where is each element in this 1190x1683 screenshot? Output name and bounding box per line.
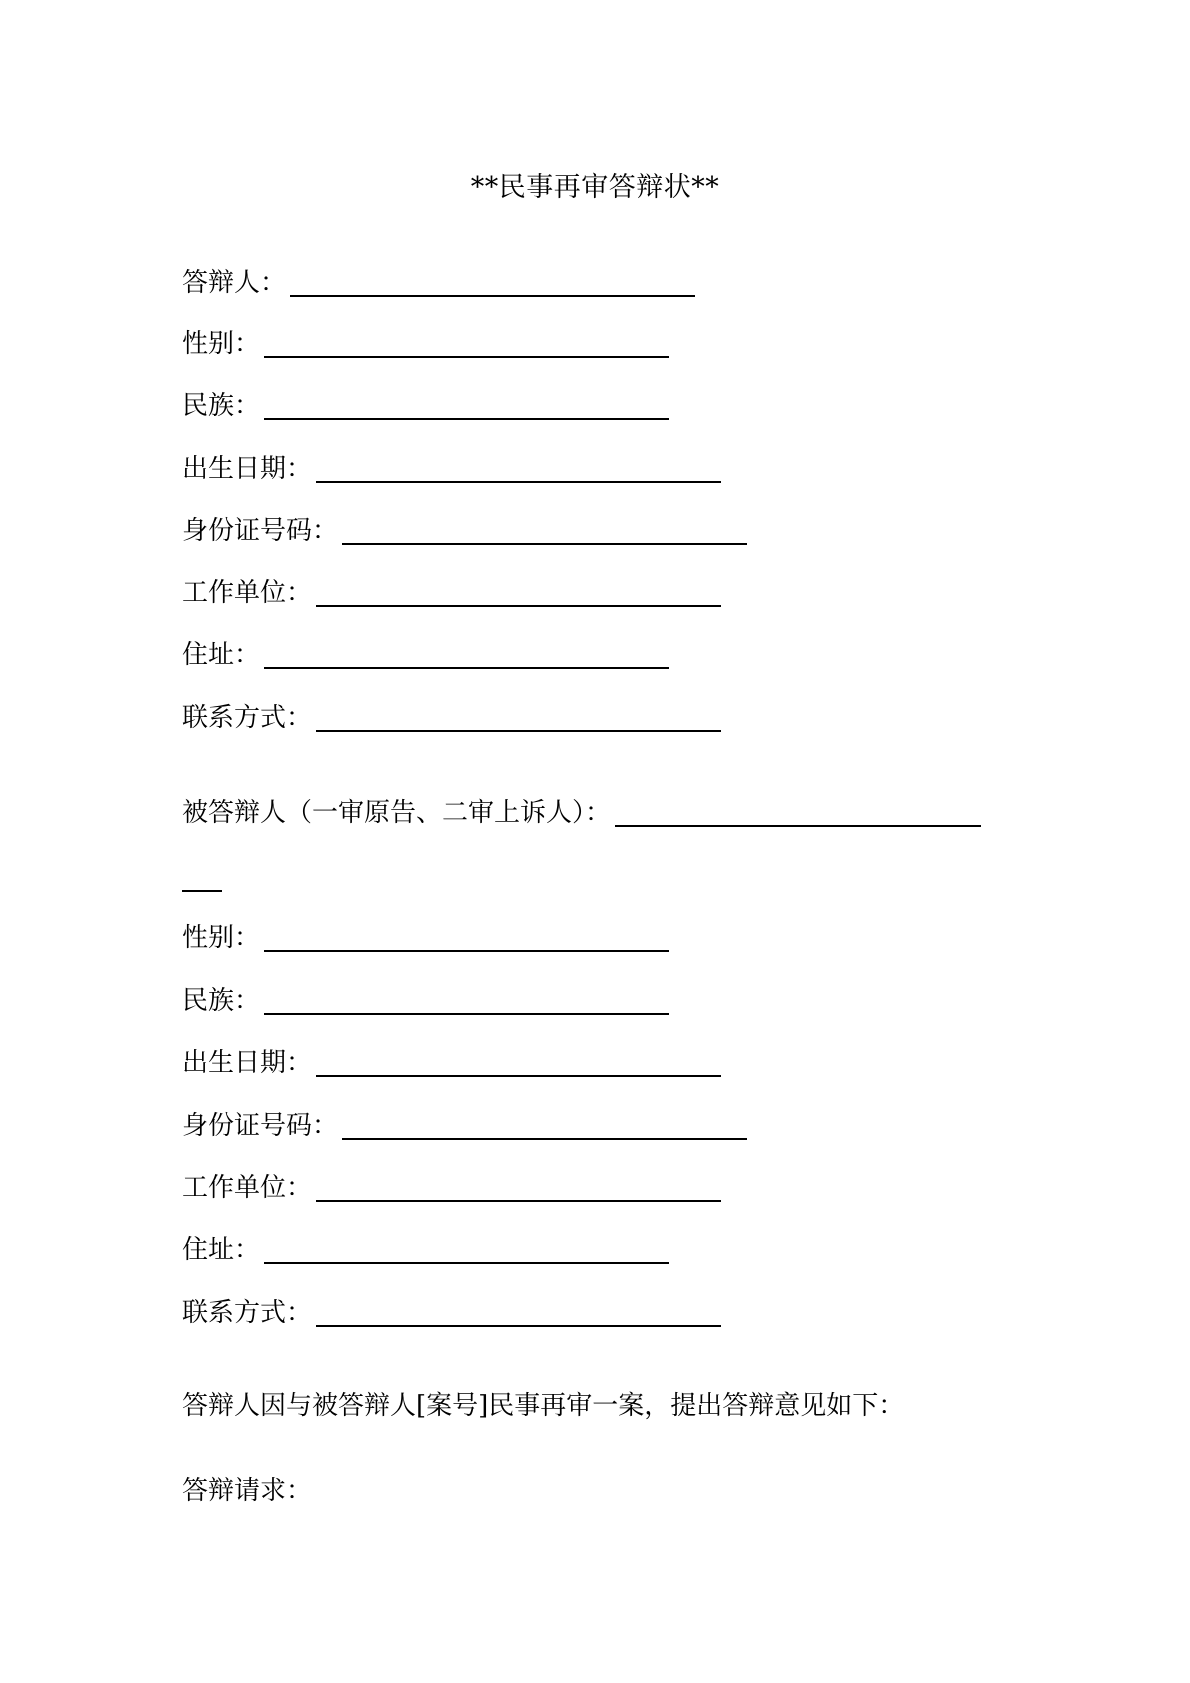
respondent-gender-blank[interactable] (264, 356, 669, 358)
respondent-birthdate-field[interactable] (182, 452, 721, 486)
opposing-party-contact-blank[interactable] (316, 1325, 721, 1327)
respondent-contact-blank[interactable] (316, 730, 721, 732)
respondent-birthdate-label: 出生日期： (182, 454, 313, 484)
opposing-party-gender-blank[interactable] (264, 950, 669, 952)
opposing-party-employer-label: 工作单位： (182, 1173, 313, 1203)
respondent-id-number-field[interactable] (182, 514, 747, 548)
respondent-ethnicity-blank[interactable] (264, 418, 669, 420)
opposing-party-gender-label: 性别： (182, 923, 261, 953)
opposing-party-address-field[interactable] (182, 1233, 669, 1267)
respondent-id-number-blank[interactable] (342, 543, 747, 545)
respondent-ethnicity-label: 民族： (182, 391, 261, 421)
opposing-party-address-label: 住址： (182, 1235, 261, 1265)
respondent-name-label: 答辩人： (182, 268, 287, 298)
claims-heading: 答辩请求： (182, 1476, 313, 1506)
respondent-id-number-label: 身份证号码： (182, 516, 339, 546)
opposing-party-name-blank-continuation[interactable] (182, 890, 222, 892)
respondent-name-field[interactable] (182, 266, 695, 300)
respondent-ethnicity-field[interactable] (182, 389, 669, 423)
respondent-address-field[interactable] (182, 638, 669, 672)
respondent-birthdate-blank[interactable] (316, 481, 721, 483)
respondent-employer-blank[interactable] (316, 605, 721, 607)
respondent-name-blank[interactable] (290, 295, 695, 297)
opposing-party-address-blank[interactable] (264, 1262, 669, 1264)
respondent-address-label: 住址： (182, 640, 261, 670)
opposing-party-ethnicity-field[interactable] (182, 984, 669, 1018)
opposing-party-name-blank[interactable] (615, 825, 981, 827)
respondent-gender-field[interactable] (182, 327, 669, 361)
opposing-party-employer-field[interactable] (182, 1171, 721, 1205)
opposing-party-contact-label: 联系方式： (182, 1298, 313, 1328)
opposing-party-ethnicity-label: 民族： (182, 986, 261, 1016)
intro-sentence: 答辩人因与被答辩人[案号]民事再审一案，提出答辩意见如下： (182, 1391, 905, 1421)
respondent-contact-field[interactable] (182, 701, 721, 735)
opposing-party-name-label: 被答辩人（一审原告、二审上诉人）： (182, 798, 612, 828)
opposing-party-id-number-blank[interactable] (342, 1138, 747, 1140)
opposing-party-name-field[interactable] (182, 796, 981, 830)
respondent-address-blank[interactable] (264, 667, 669, 669)
opposing-party-birthdate-field[interactable] (182, 1046, 721, 1080)
opposing-party-contact-field[interactable] (182, 1296, 721, 1330)
document-title: **民事再审答辩状** (470, 172, 720, 203)
respondent-employer-field[interactable] (182, 576, 721, 610)
respondent-gender-label: 性别： (182, 329, 261, 359)
respondent-contact-label: 联系方式： (182, 703, 313, 733)
opposing-party-birthdate-label: 出生日期： (182, 1048, 313, 1078)
opposing-party-id-number-label: 身份证号码： (182, 1111, 339, 1141)
opposing-party-employer-blank[interactable] (316, 1200, 721, 1202)
opposing-party-ethnicity-blank[interactable] (264, 1013, 669, 1015)
opposing-party-id-number-field[interactable] (182, 1109, 747, 1143)
opposing-party-birthdate-blank[interactable] (316, 1075, 721, 1077)
opposing-party-gender-field[interactable] (182, 921, 669, 955)
respondent-employer-label: 工作单位： (182, 578, 313, 608)
